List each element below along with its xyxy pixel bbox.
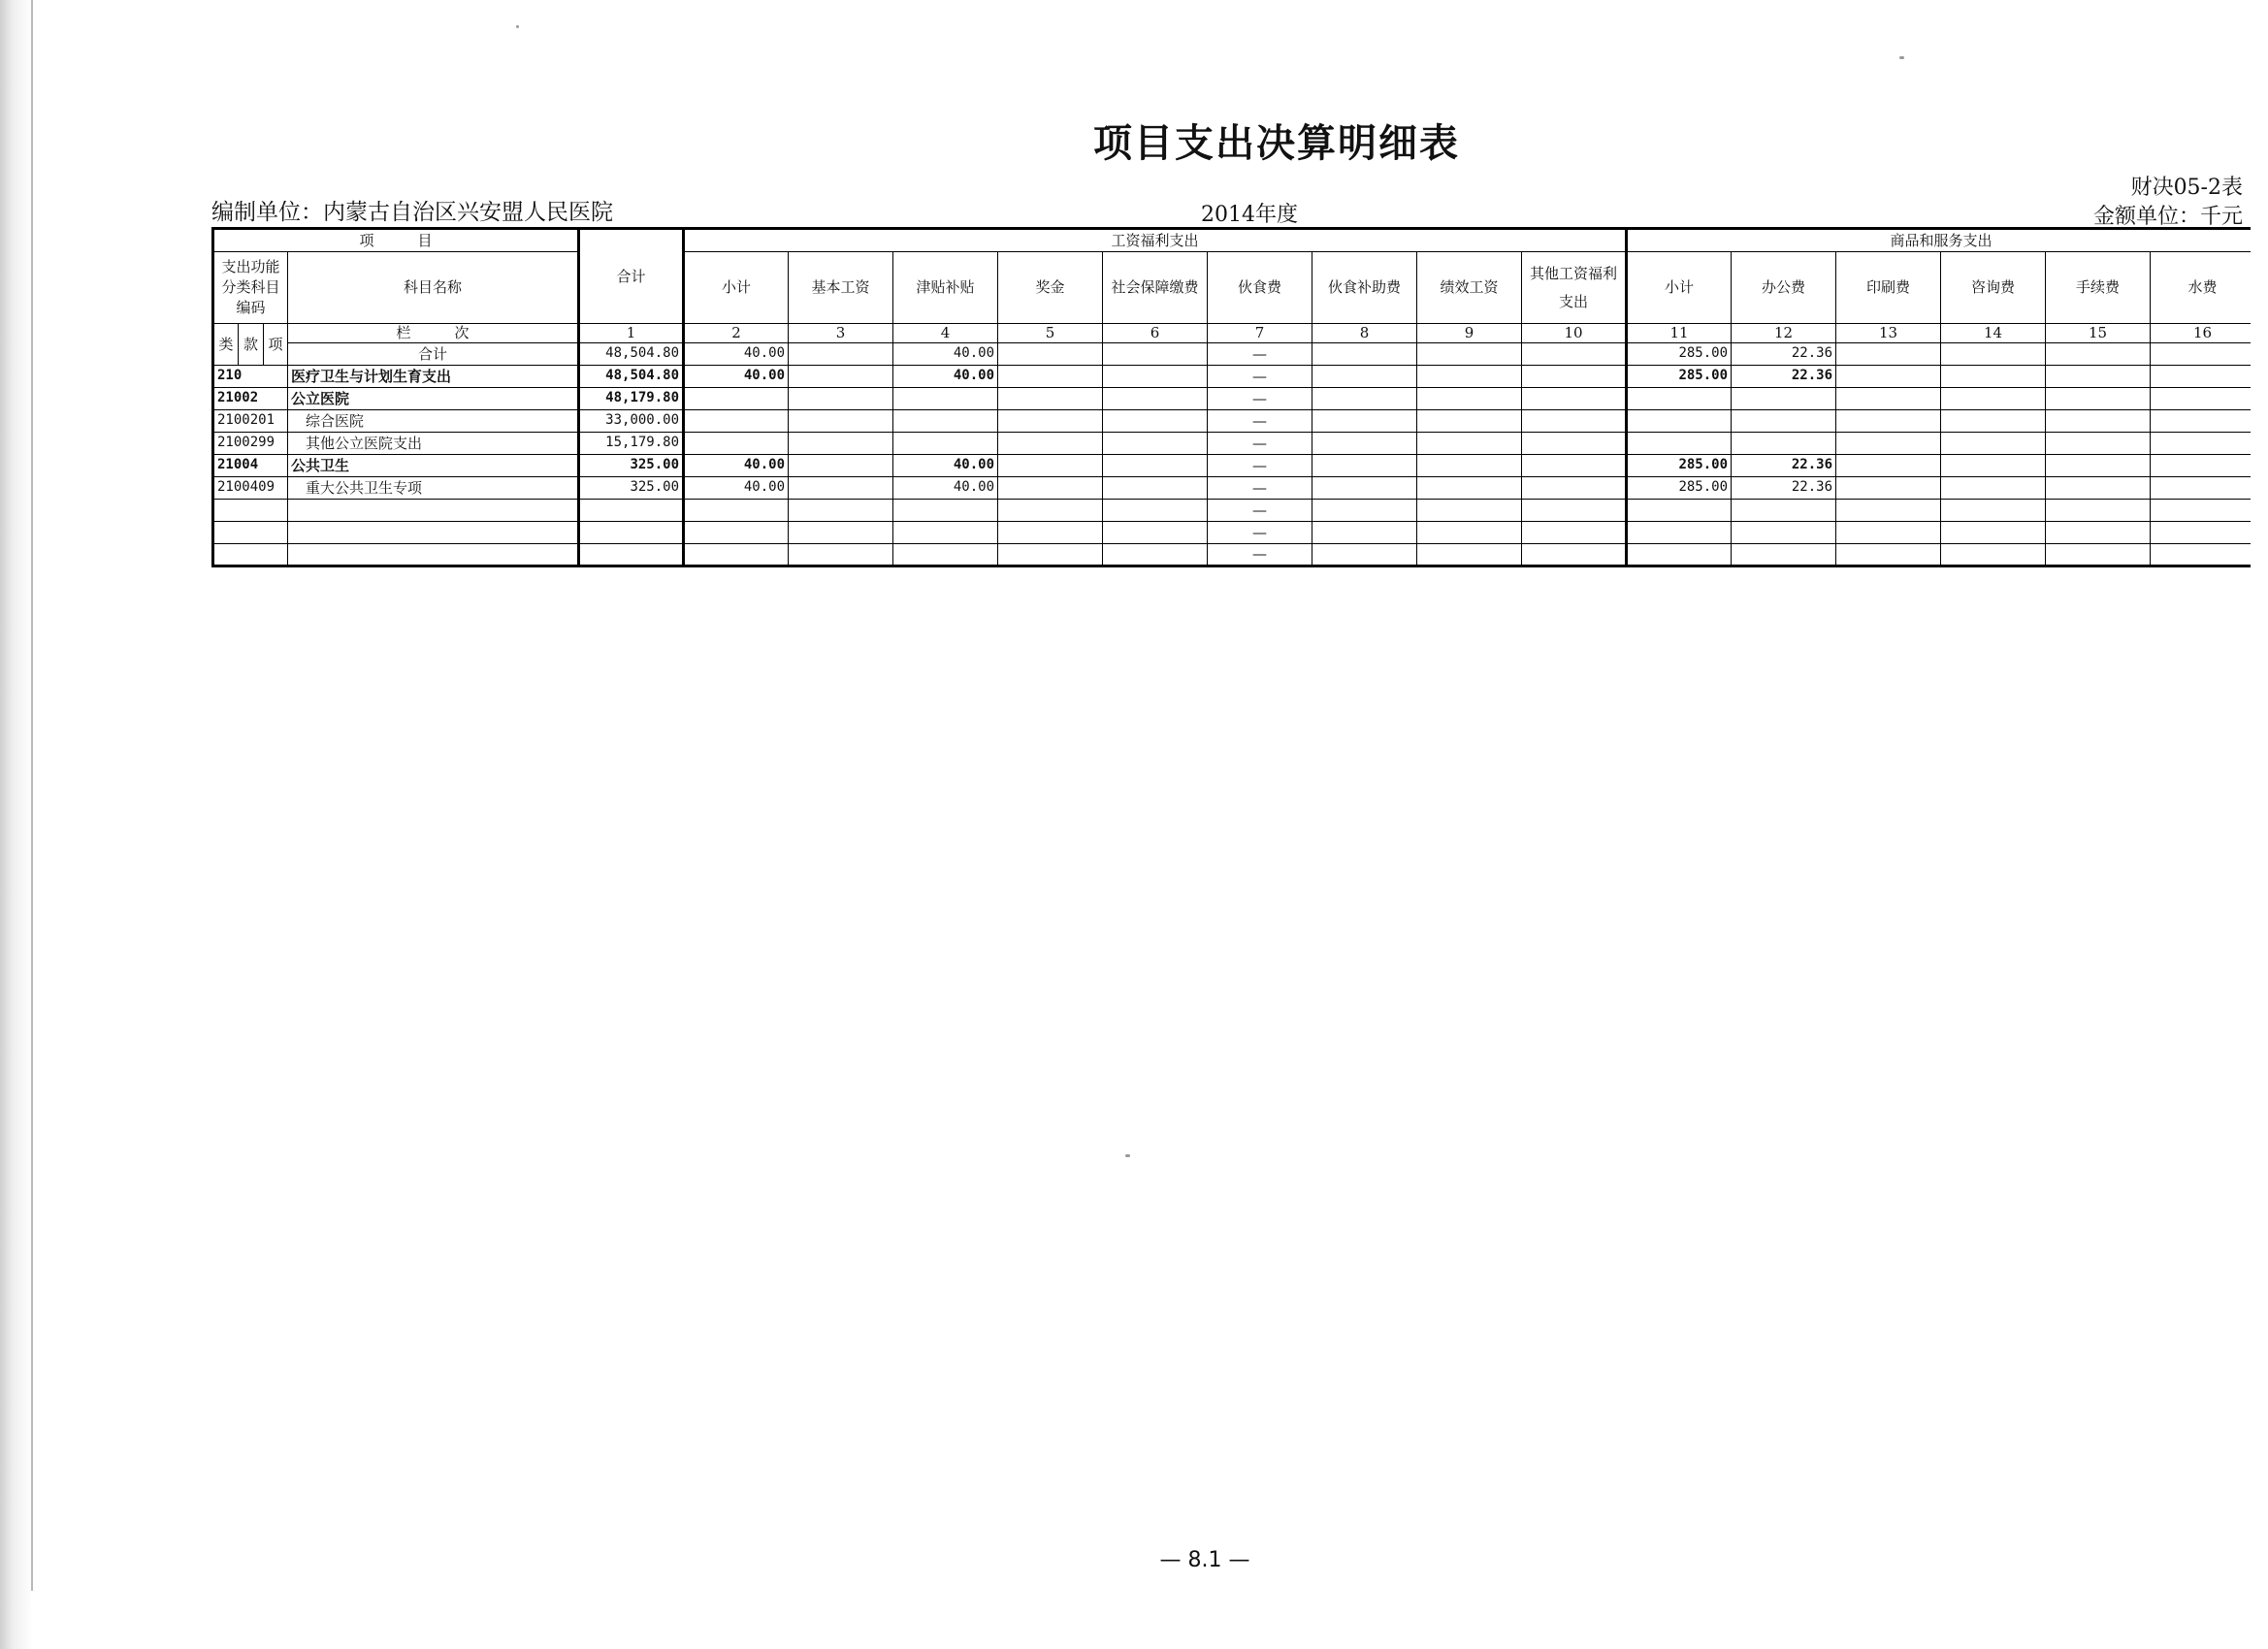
scan-edge-shadow <box>0 0 33 1649</box>
water-fee-cell <box>2151 366 2251 388</box>
table-row <box>213 500 2252 522</box>
printing-cell <box>1836 500 1941 522</box>
meal-cell: — <box>1208 433 1312 455</box>
meal-subsidy-cell <box>1312 410 1417 433</box>
bonus-cell <box>998 500 1103 522</box>
other-salary-cell <box>1522 455 1627 477</box>
social-security-cell <box>1103 455 1208 477</box>
func-code-cell <box>213 544 288 566</box>
total-cell <box>579 522 684 544</box>
office-expense-cell <box>1732 522 1836 544</box>
handling-fee-cell <box>2046 522 2151 544</box>
goods-subtotal-cell: 285.00 <box>1627 366 1732 388</box>
total-cell: 48,504.80 <box>579 366 684 388</box>
allowance-cell <box>893 522 998 544</box>
office-expense-cell <box>1732 433 1836 455</box>
meal-subsidy-cell <box>1312 388 1417 410</box>
col-number: 1 <box>579 324 684 343</box>
other-salary-cell <box>1522 388 1627 410</box>
office-expense-cell <box>1732 500 1836 522</box>
func-code-cell: 2100299 <box>213 433 288 455</box>
office-expense-cell: 22.36 <box>1732 366 1836 388</box>
consulting-cell <box>1941 410 2046 433</box>
col-number: 10 <box>1522 324 1627 343</box>
bonus-cell <box>998 477 1103 500</box>
office-expense-cell <box>1732 388 1836 410</box>
basic-salary-cell <box>789 477 893 500</box>
func-code-cell: 2100409 <box>213 477 288 500</box>
goods-subtotal-cell <box>1627 544 1732 566</box>
printing-cell <box>1836 455 1941 477</box>
consulting-cell <box>1941 366 2046 388</box>
printing-cell <box>1836 522 1941 544</box>
bonus-cell <box>998 410 1103 433</box>
office-expense-cell: 22.36 <box>1732 343 1836 366</box>
social-security-cell <box>1103 433 1208 455</box>
meal-subsidy-cell <box>1312 433 1417 455</box>
col-header: 印刷费 <box>1836 252 1941 324</box>
col-header: 津贴补贴 <box>893 252 998 324</box>
col-number: 8 <box>1312 324 1417 343</box>
basic-salary-cell <box>789 544 893 566</box>
other-salary-cell <box>1522 500 1627 522</box>
col-header: 绩效工资 <box>1417 252 1522 324</box>
water-fee-cell <box>2151 544 2251 566</box>
total-cell: 15,179.80 <box>579 433 684 455</box>
func-code-cell: 210 <box>213 366 288 388</box>
total-cell <box>579 544 684 566</box>
compiling-unit: 编制单位：内蒙古自治区兴安盟人民医院 <box>211 200 613 225</box>
bonus-cell <box>998 343 1103 366</box>
col-number: 11 <box>1627 324 1732 343</box>
consulting-cell <box>1941 522 2046 544</box>
consulting-cell <box>1941 455 2046 477</box>
salary-group-header: 工资福利支出 <box>684 229 1627 252</box>
printing-cell <box>1836 433 1941 455</box>
func-code-header: 支出功能分类科目编码 <box>213 252 288 324</box>
social-security-cell <box>1103 366 1208 388</box>
form-number: 财决05-2表 <box>2130 176 2243 200</box>
handling-fee-cell <box>2046 433 2151 455</box>
salary-subtotal-cell: 40.00 <box>684 343 789 366</box>
col-number: 7 <box>1208 324 1312 343</box>
subject-name-cell: 公立医院 <box>288 388 579 410</box>
handling-fee-cell <box>2046 410 2151 433</box>
allowance-cell: 40.00 <box>893 343 998 366</box>
other-salary-cell <box>1522 343 1627 366</box>
performance-pay-cell <box>1417 522 1522 544</box>
col-header: 咨询费 <box>1941 252 2046 324</box>
subject-name-cell: 其他公立医院支出 <box>288 433 579 455</box>
office-expense-cell <box>1732 410 1836 433</box>
bonus-cell <box>998 522 1103 544</box>
printing-cell <box>1836 477 1941 500</box>
func-code-cell: 21002 <box>213 388 288 410</box>
func-code-cell: 2100201 <box>213 410 288 433</box>
col-header: 基本工资 <box>789 252 893 324</box>
goods-subtotal-cell <box>1627 522 1732 544</box>
salary-subtotal-cell <box>684 433 789 455</box>
performance-pay-cell <box>1417 455 1522 477</box>
salary-subtotal-cell <box>684 500 789 522</box>
meal-subsidy-cell <box>1312 366 1417 388</box>
basic-salary-cell <box>789 366 893 388</box>
col-number: 16 <box>2151 324 2251 343</box>
basic-salary-cell <box>789 388 893 410</box>
subject-name-cell: 公共卫生 <box>288 455 579 477</box>
goods-subtotal-cell: 285.00 <box>1627 477 1732 500</box>
salary-subtotal-cell <box>684 522 789 544</box>
office-expense-cell: 22.36 <box>1732 477 1836 500</box>
col-number: 15 <box>2046 324 2151 343</box>
scan-speck <box>1899 56 1904 59</box>
allowance-cell <box>893 388 998 410</box>
col-header: 小计 <box>684 252 789 324</box>
water-fee-cell <box>2151 388 2251 410</box>
performance-pay-cell <box>1417 343 1522 366</box>
printing-cell <box>1836 544 1941 566</box>
allowance-cell <box>893 410 998 433</box>
subject-name-cell: 综合医院 <box>288 410 579 433</box>
consulting-cell <box>1941 477 2046 500</box>
other-salary-cell <box>1522 522 1627 544</box>
meal-subsidy-cell <box>1312 455 1417 477</box>
salary-subtotal-cell <box>684 410 789 433</box>
meal-cell: — <box>1208 410 1312 433</box>
allowance-cell: 40.00 <box>893 455 998 477</box>
lei-header: 类 <box>213 324 239 366</box>
table-row <box>213 522 2252 544</box>
col-number: 6 <box>1103 324 1208 343</box>
consulting-cell <box>1941 388 2046 410</box>
goods-subtotal-cell <box>1627 500 1732 522</box>
bonus-cell <box>998 388 1103 410</box>
table-row <box>213 433 2252 455</box>
bonus-cell <box>998 544 1103 566</box>
col-header: 社会保障缴费 <box>1103 252 1208 324</box>
goods-group-header: 商品和服务支出 <box>1627 229 2251 252</box>
basic-salary-cell <box>789 522 893 544</box>
func-code-cell <box>213 522 288 544</box>
func-code-cell: 21004 <box>213 455 288 477</box>
scan-speck <box>516 25 519 28</box>
meal-subsidy-cell <box>1312 522 1417 544</box>
col-header: 伙食费 <box>1208 252 1312 324</box>
other-salary-cell <box>1522 410 1627 433</box>
col-header: 办公费 <box>1732 252 1836 324</box>
subject-name-cell <box>288 522 579 544</box>
performance-pay-cell <box>1417 544 1522 566</box>
col-header: 小计 <box>1627 252 1732 324</box>
subject-name-cell: 合计 <box>288 343 579 366</box>
table-row <box>213 544 2252 566</box>
performance-pay-cell <box>1417 477 1522 500</box>
allowance-cell: 40.00 <box>893 477 998 500</box>
col-header: 水费 <box>2151 252 2251 324</box>
goods-subtotal-cell <box>1627 410 1732 433</box>
water-fee-cell <box>2151 522 2251 544</box>
total-cell: 48,504.80 <box>579 343 684 366</box>
performance-pay-cell <box>1417 388 1522 410</box>
meal-cell: — <box>1208 522 1312 544</box>
meal-cell: — <box>1208 544 1312 566</box>
social-security-cell <box>1103 343 1208 366</box>
page-number: — 8.1 — <box>1159 1548 1250 1572</box>
performance-pay-cell <box>1417 500 1522 522</box>
basic-salary-cell <box>789 455 893 477</box>
col-number: 4 <box>893 324 998 343</box>
water-fee-cell <box>2151 410 2251 433</box>
handling-fee-cell <box>2046 366 2151 388</box>
performance-pay-cell <box>1417 433 1522 455</box>
document-title: 项目支出决算明细表 <box>1093 121 1460 166</box>
basic-salary-cell <box>789 410 893 433</box>
meal-cell: — <box>1208 366 1312 388</box>
printing-cell <box>1836 343 1941 366</box>
col-header: 伙食补助费 <box>1312 252 1417 324</box>
meal-subsidy-cell <box>1312 343 1417 366</box>
printing-cell <box>1836 366 1941 388</box>
col-number: 5 <box>998 324 1103 343</box>
water-fee-cell <box>2151 433 2251 455</box>
bonus-cell <box>998 433 1103 455</box>
total-cell: 325.00 <box>579 477 684 500</box>
col-number: 9 <box>1417 324 1522 343</box>
salary-subtotal-cell: 40.00 <box>684 477 789 500</box>
subject-name-cell: 医疗卫生与计划生育支出 <box>288 366 579 388</box>
table-row <box>213 366 2252 388</box>
consulting-cell <box>1941 433 2046 455</box>
total-cell: 33,000.00 <box>579 410 684 433</box>
kuan-header: 款 <box>239 324 264 366</box>
meal-cell: — <box>1208 388 1312 410</box>
subject-name-cell <box>288 500 579 522</box>
col-number: 3 <box>789 324 893 343</box>
water-fee-cell <box>2151 500 2251 522</box>
allowance-cell <box>893 544 998 566</box>
goods-subtotal-cell: 285.00 <box>1627 455 1732 477</box>
handling-fee-cell <box>2046 500 2151 522</box>
meal-subsidy-cell <box>1312 544 1417 566</box>
handling-fee-cell <box>2046 388 2151 410</box>
meal-cell: — <box>1208 343 1312 366</box>
meal-subsidy-cell <box>1312 500 1417 522</box>
office-expense-cell <box>1732 544 1836 566</box>
social-security-cell <box>1103 500 1208 522</box>
goods-subtotal-cell <box>1627 388 1732 410</box>
water-fee-cell <box>2151 343 2251 366</box>
subject-name-cell <box>288 544 579 566</box>
col-number: 13 <box>1836 324 1941 343</box>
printing-cell <box>1836 388 1941 410</box>
allowance-cell <box>893 433 998 455</box>
xiang-header: 项 <box>264 324 288 366</box>
meal-subsidy-cell <box>1312 477 1417 500</box>
water-fee-cell <box>2151 455 2251 477</box>
printing-cell <box>1836 410 1941 433</box>
other-salary-cell <box>1522 477 1627 500</box>
other-salary-cell <box>1522 433 1627 455</box>
col-header: 其他工资福利支出 <box>1522 252 1627 324</box>
scan-speck <box>1125 1154 1130 1157</box>
table-row <box>213 455 2252 477</box>
meal-cell: — <box>1208 500 1312 522</box>
salary-subtotal-cell: 40.00 <box>684 366 789 388</box>
consulting-cell <box>1941 544 2046 566</box>
total-cell: 48,179.80 <box>579 388 684 410</box>
performance-pay-cell <box>1417 366 1522 388</box>
bonus-cell <box>998 455 1103 477</box>
goods-subtotal-cell: 285.00 <box>1627 343 1732 366</box>
lan-ci-header: 栏 次 <box>288 324 579 343</box>
salary-subtotal-cell <box>684 388 789 410</box>
other-salary-cell <box>1522 544 1627 566</box>
social-security-cell <box>1103 388 1208 410</box>
subject-name-header: 科目名称 <box>288 252 579 324</box>
allowance-cell <box>893 500 998 522</box>
subject-name-cell: 重大公共卫生专项 <box>288 477 579 500</box>
scan-edge-line <box>31 0 33 1591</box>
basic-salary-cell <box>789 500 893 522</box>
goods-subtotal-cell <box>1627 433 1732 455</box>
salary-subtotal-cell: 40.00 <box>684 455 789 477</box>
table-row <box>213 477 2252 500</box>
handling-fee-cell <box>2046 455 2151 477</box>
office-expense-cell: 22.36 <box>1732 455 1836 477</box>
total-header: 合计 <box>579 229 684 324</box>
money-unit: 金额单位：千元 <box>2092 205 2243 229</box>
consulting-cell <box>1941 343 2046 366</box>
total-cell <box>579 500 684 522</box>
table-row <box>213 343 2252 366</box>
col-number: 12 <box>1732 324 1836 343</box>
meal-cell: — <box>1208 477 1312 500</box>
table-row <box>213 388 2252 410</box>
fiscal-year: 2014年度 <box>1201 203 1298 227</box>
basic-salary-cell <box>789 433 893 455</box>
col-number: 14 <box>1941 324 2046 343</box>
expenditure-table-wrapper <box>211 227 2251 574</box>
func-code-cell <box>213 500 288 522</box>
total-cell: 325.00 <box>579 455 684 477</box>
expenditure-table <box>211 227 2251 567</box>
col-number: 2 <box>684 324 789 343</box>
basic-salary-cell <box>789 343 893 366</box>
project-header: 项 目 <box>213 229 579 252</box>
col-header: 手续费 <box>2046 252 2151 324</box>
meal-cell: — <box>1208 455 1312 477</box>
handling-fee-cell <box>2046 343 2151 366</box>
social-security-cell <box>1103 477 1208 500</box>
handling-fee-cell <box>2046 544 2151 566</box>
allowance-cell: 40.00 <box>893 366 998 388</box>
table-row <box>213 410 2252 433</box>
other-salary-cell <box>1522 366 1627 388</box>
col-header: 奖金 <box>998 252 1103 324</box>
performance-pay-cell <box>1417 410 1522 433</box>
water-fee-cell <box>2151 477 2251 500</box>
consulting-cell <box>1941 500 2046 522</box>
social-security-cell <box>1103 544 1208 566</box>
social-security-cell <box>1103 410 1208 433</box>
social-security-cell <box>1103 522 1208 544</box>
handling-fee-cell <box>2046 477 2151 500</box>
bonus-cell <box>998 366 1103 388</box>
salary-subtotal-cell <box>684 544 789 566</box>
